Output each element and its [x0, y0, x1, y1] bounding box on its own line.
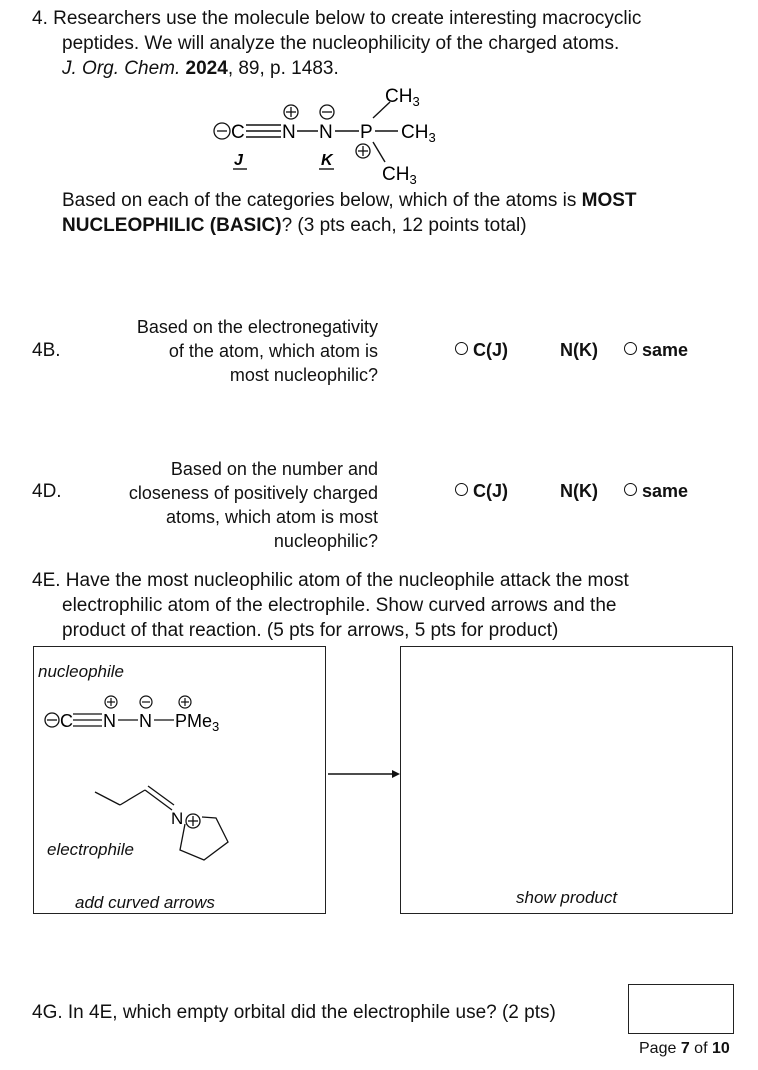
nucleophile-label: nucleophile [38, 662, 125, 681]
electrophile-structure [90, 780, 250, 865]
radio-circle-icon[interactable] [455, 342, 468, 355]
show-product-label: show product [516, 888, 618, 907]
atom-n1: N [282, 122, 296, 143]
question-number: 4. [32, 8, 48, 29]
electrophile-label: electrophile [47, 840, 134, 859]
question-4-line2: peptides. We will analyze the nucleophilicity of the charged atoms. [62, 33, 620, 54]
prompt-line2: NUCLEOPHILIC (BASIC)? (3 pts each, 12 points total) [62, 215, 527, 236]
q4e-question: 4E. Have the most nucleophilic atom of the nucleophile attack the most electrophilic atom of the electrophile. Show curved arrows and the product of that reaction. (5 pts for arrows, 5 pts for product) [32, 570, 629, 641]
q4d-label: 4D. [32, 481, 62, 502]
citation [32, 56, 747, 81]
nuc-atom-n2: N [139, 711, 152, 731]
q4b-question: Based on the electronegativity of the atom, which atom is most nucleophilic? [136, 317, 378, 385]
product-answer-box[interactable] [400, 646, 733, 914]
add-curved-arrows-label: add curved arrows [75, 893, 215, 912]
methyl-bottom: $CH_3$ [382, 164, 417, 187]
question-4-intro [32, 6, 747, 81]
label-j: J [234, 152, 243, 169]
atom-c: C [231, 122, 245, 143]
question-4-line1 [32, 6, 747, 31]
q4g-answer-box[interactable] [628, 984, 734, 1034]
methyl-top: $CH_3$ [385, 86, 420, 109]
nucleophile-structure [40, 690, 310, 740]
nuc-atom-c: C [60, 711, 73, 731]
nuc-atom-n1: N [103, 711, 116, 731]
nuc-pme3: PMe$_3$ [175, 711, 220, 734]
citation-journal: J. Org. Chem. [62, 58, 181, 79]
q4b-option-nk[interactable]: N(K) [560, 340, 598, 360]
p-ch3-bond-bottom [373, 142, 385, 162]
citation-year: 2024 [185, 58, 228, 79]
label-k: K [321, 152, 333, 169]
q4g-question: 4G. In 4E, which empty orbital did the electrophile use? (2 pts) [32, 1002, 556, 1023]
radio-circle-icon[interactable] [624, 342, 637, 355]
q4b-option-same[interactable]: same [624, 340, 688, 361]
radio-circle-icon[interactable] [624, 483, 637, 496]
electrophile-atom-n: N [171, 809, 184, 828]
molecule-structure [195, 80, 495, 190]
q4d-option-cj[interactable]: C(J) [455, 481, 508, 502]
q4b-option-cj[interactable]: C(J) [455, 340, 508, 361]
q4d-question: Based on the number and closeness of positively charged atoms, which atom is most nucleophilic? [128, 459, 378, 551]
prompt-line1: Based on each of the categories below, which of the atoms is MOST [62, 190, 637, 211]
q4d-option-same[interactable]: same [624, 481, 688, 502]
reaction-arrow [328, 766, 400, 782]
atom-p: P [360, 122, 373, 143]
question-prompt [62, 188, 742, 238]
citation-rest: , 89, p. 1483. [227, 58, 339, 79]
atom-n2: N [319, 122, 333, 143]
page-number: Page 7 of 10 [639, 1040, 730, 1057]
radio-circle-icon[interactable] [455, 483, 468, 496]
methyl-right: $CH_3$ [401, 122, 436, 145]
q4d-option-nk[interactable]: N(K) [560, 481, 598, 501]
question-4-text-line1: Researchers use the molecule below to create interesting macrocyclic [53, 8, 642, 29]
q4b-label: 4B. [32, 340, 61, 361]
